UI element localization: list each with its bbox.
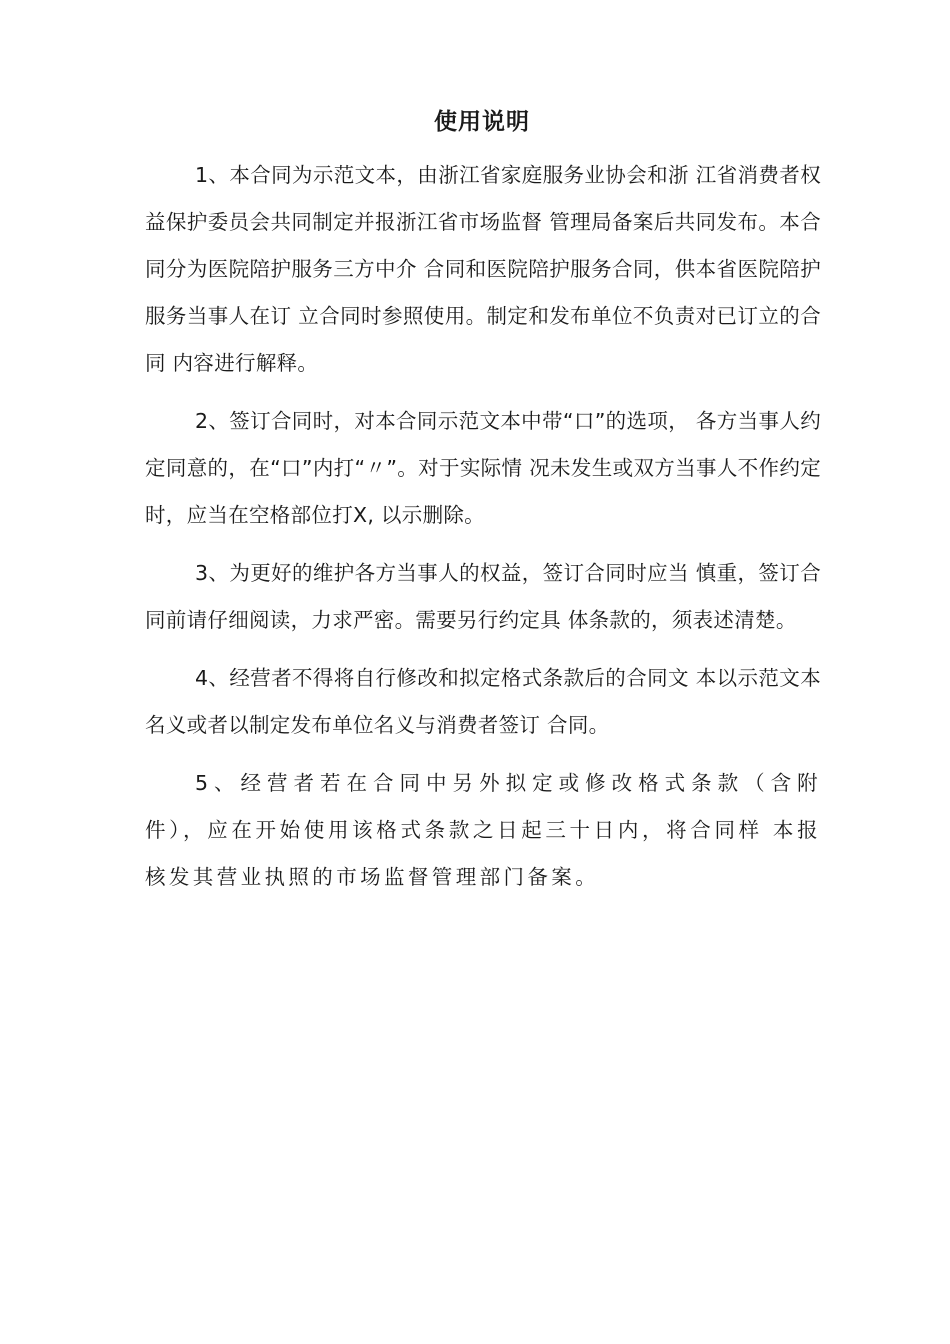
instruction-paragraph-1: 1、本合同为示范文本，由浙江省家庭服务业协会和浙 江省消费者权益保护委员会共同制定并报浙江省市场监督 管理局备案后共同发布。本合同分为医院陪护服务三方中介 合同和医院陪护服务合同，供本省医院陪护服务当事人在订 立合同时参照使用。制定和发布单位不负责对已订立的合同 内容进行解释。 [145,163,821,375]
instructions-body [145,152,821,912]
instruction-paragraph-2: 2、签订合同时，对本合同示范文本中带“口”的选项， 各方当事人约定同意的，在“口”内打“〃”。对于实际情 况未发生或双方当事人不作约定时，应当在空格部位打X, 以示删除。 [145,409,821,527]
instruction-paragraph-3: 3、为更好的维护各方当事人的权益，签订合同时应当 慎重，签订合同前请仔细阅读，力求严密。需要另行约定具 体条款的，须表述清楚。 [145,561,821,632]
document-title: 使用说明 [434,109,530,135]
instruction-paragraph-5: 5、经营者若在合同中另外拟定或修改格式条款（含附件），应在开始使用该格式条款之日起三十日内，将合同样 本报核发其营业执照的市场监督管理部门备案。 [145,771,821,889]
instruction-paragraph-4: 4、经营者不得将自行修改和拟定格式条款后的合同文 本以示范文本名义或者以制定发布单位名义与消费者签订 合同。 [145,666,821,737]
